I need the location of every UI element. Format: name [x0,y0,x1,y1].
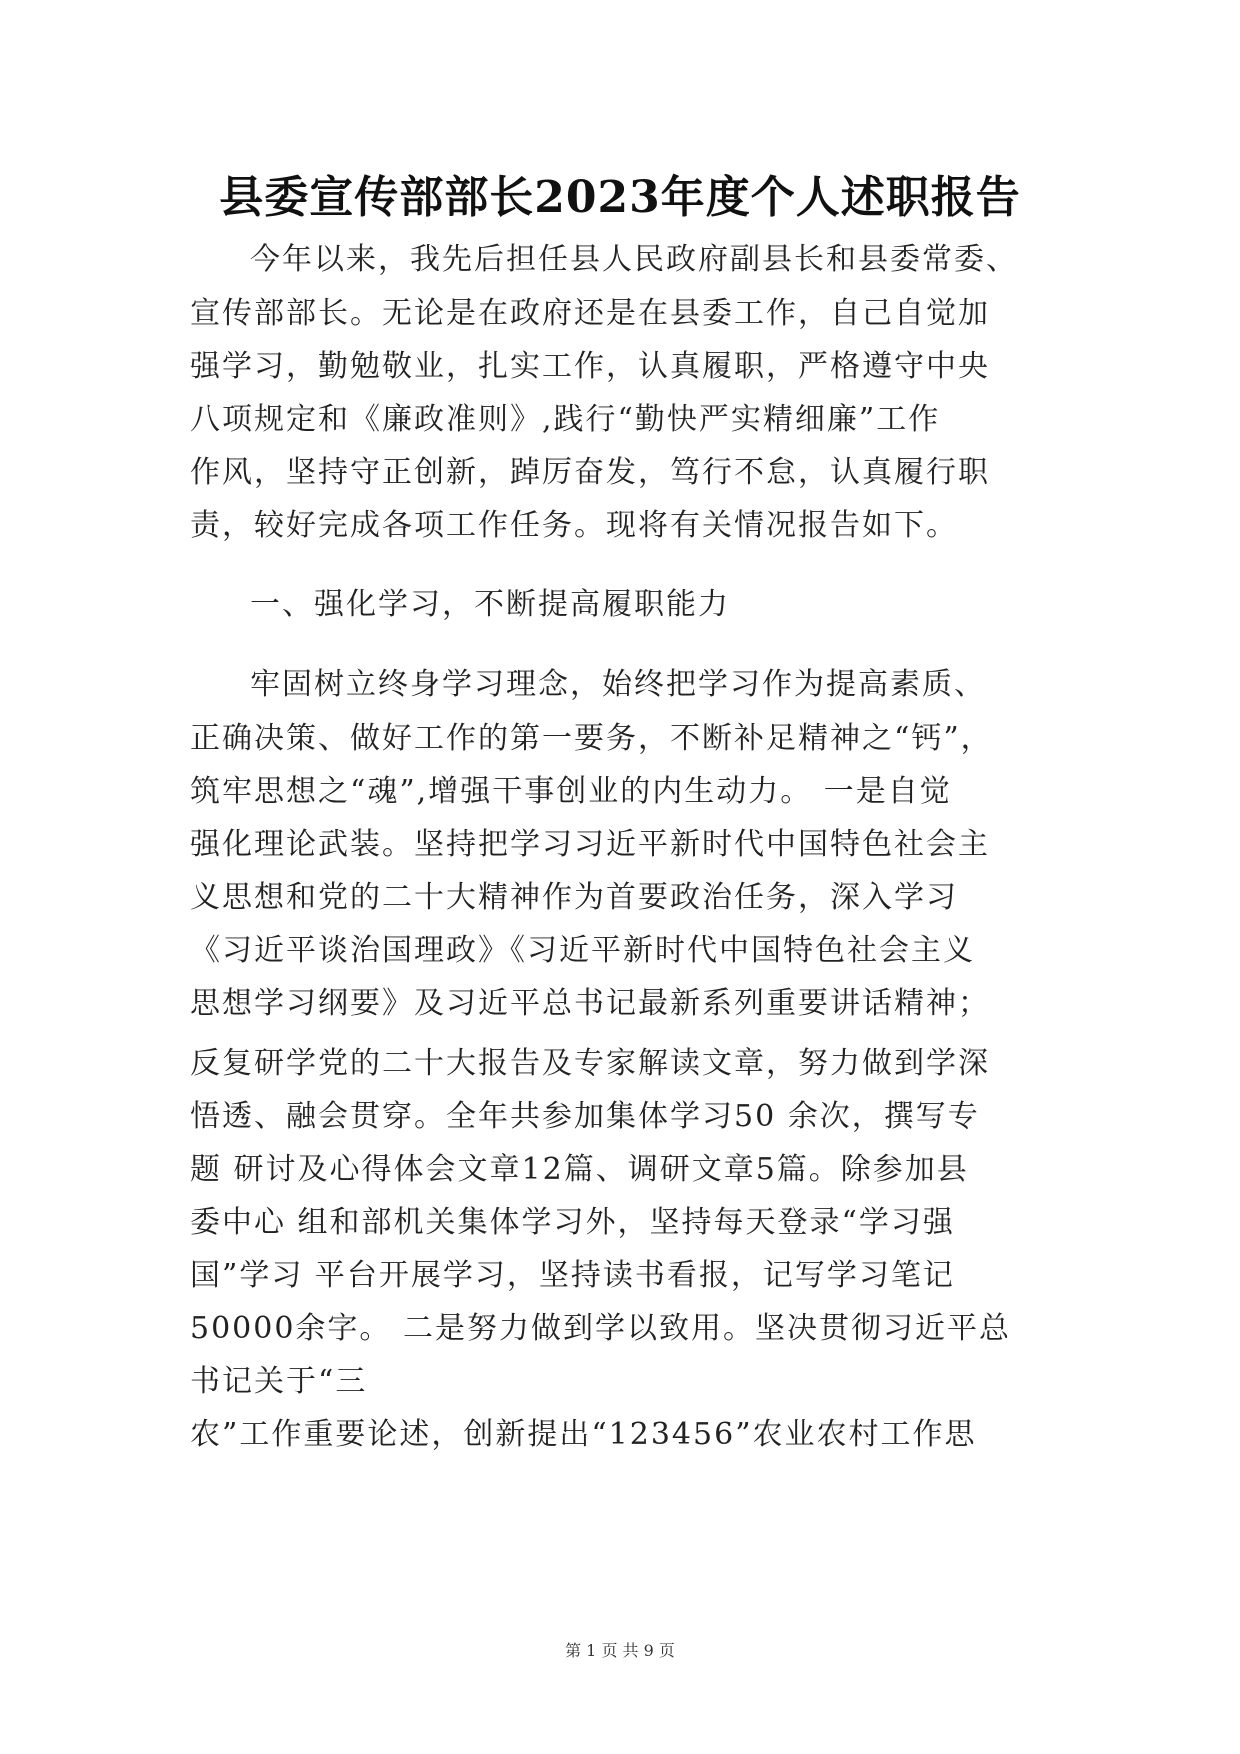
text-line: 悟透、融会贯穿。全年共参加集体学习50 余次，撰写专 [190,1099,980,1134]
section-heading: 一、强化学习，不断提高履职能力 [250,587,730,622]
text-line: 宣传部部长。无论是在政府还是在县委工作，自己自觉加 [190,296,990,331]
text-line: 今年以来，我先后担任县人民政府副县长和县委常委、 [250,242,1018,277]
page-number: 第 1 页 共 9 页 [565,1641,675,1660]
text-line: 题 研讨及心得体会文章12篇、调研文章5篇。除参加县 [190,1152,969,1187]
text-line: 《习近平谈治国理政》《习近平新时代中国特色社会主义 [190,933,975,968]
text-line: 委中心 组和部机关集体学习外，坚持每天登录“学习强 [190,1205,955,1240]
text-line: 农”工作重要论述，创新提出“123456”农业农村工作思 [190,1417,977,1452]
text-line: 正确决策、做好工作的第一要务，不断补足精神之“钙”， [190,721,993,756]
text-line: 国”学习 平台开展学习，坚持读书看报，记写学习笔记 [190,1258,955,1293]
text-line: 作风，坚持守正创新，踔厉奋发，笃行不怠，认真履行职 [190,455,990,490]
text-line: 八项规定和《廉政准则》,践行“勤快严实精细廉”工作 [190,402,941,437]
text-line: 50000余字。 二是努力做到学以致用。坚决贯彻习近平总 [190,1311,1011,1346]
text-line: 思想学习纲要》及习近平总书记最新系列重要讲话精神； [190,986,990,1021]
text-line: 强化理论武装。坚持把学习习近平新时代中国特色社会主 [190,827,990,862]
document-title: 县委宣传部部长2023年度个人述职报告 [219,172,1021,223]
text-line: 书记关于“三 [190,1364,368,1399]
text-line: 筑牢思想之“魂”,增强干事创业的内生动力。 一是自觉 [190,774,952,809]
text-line: 义思想和党的二十大精神作为首要政治任务，深入学习 [190,880,958,915]
text-line: 牢固树立终身学习理念，始终把学习作为提高素质、 [250,667,986,702]
text-line: 责，较好完成各项工作任务。现将有关情况报告如下。 [190,508,958,543]
text-line: 反复研学党的二十大报告及专家解读文章，努力做到学深 [190,1046,990,1081]
text-line: 强学习，勤勉敬业，扎实工作，认真履职，严格遵守中央 [190,349,990,384]
